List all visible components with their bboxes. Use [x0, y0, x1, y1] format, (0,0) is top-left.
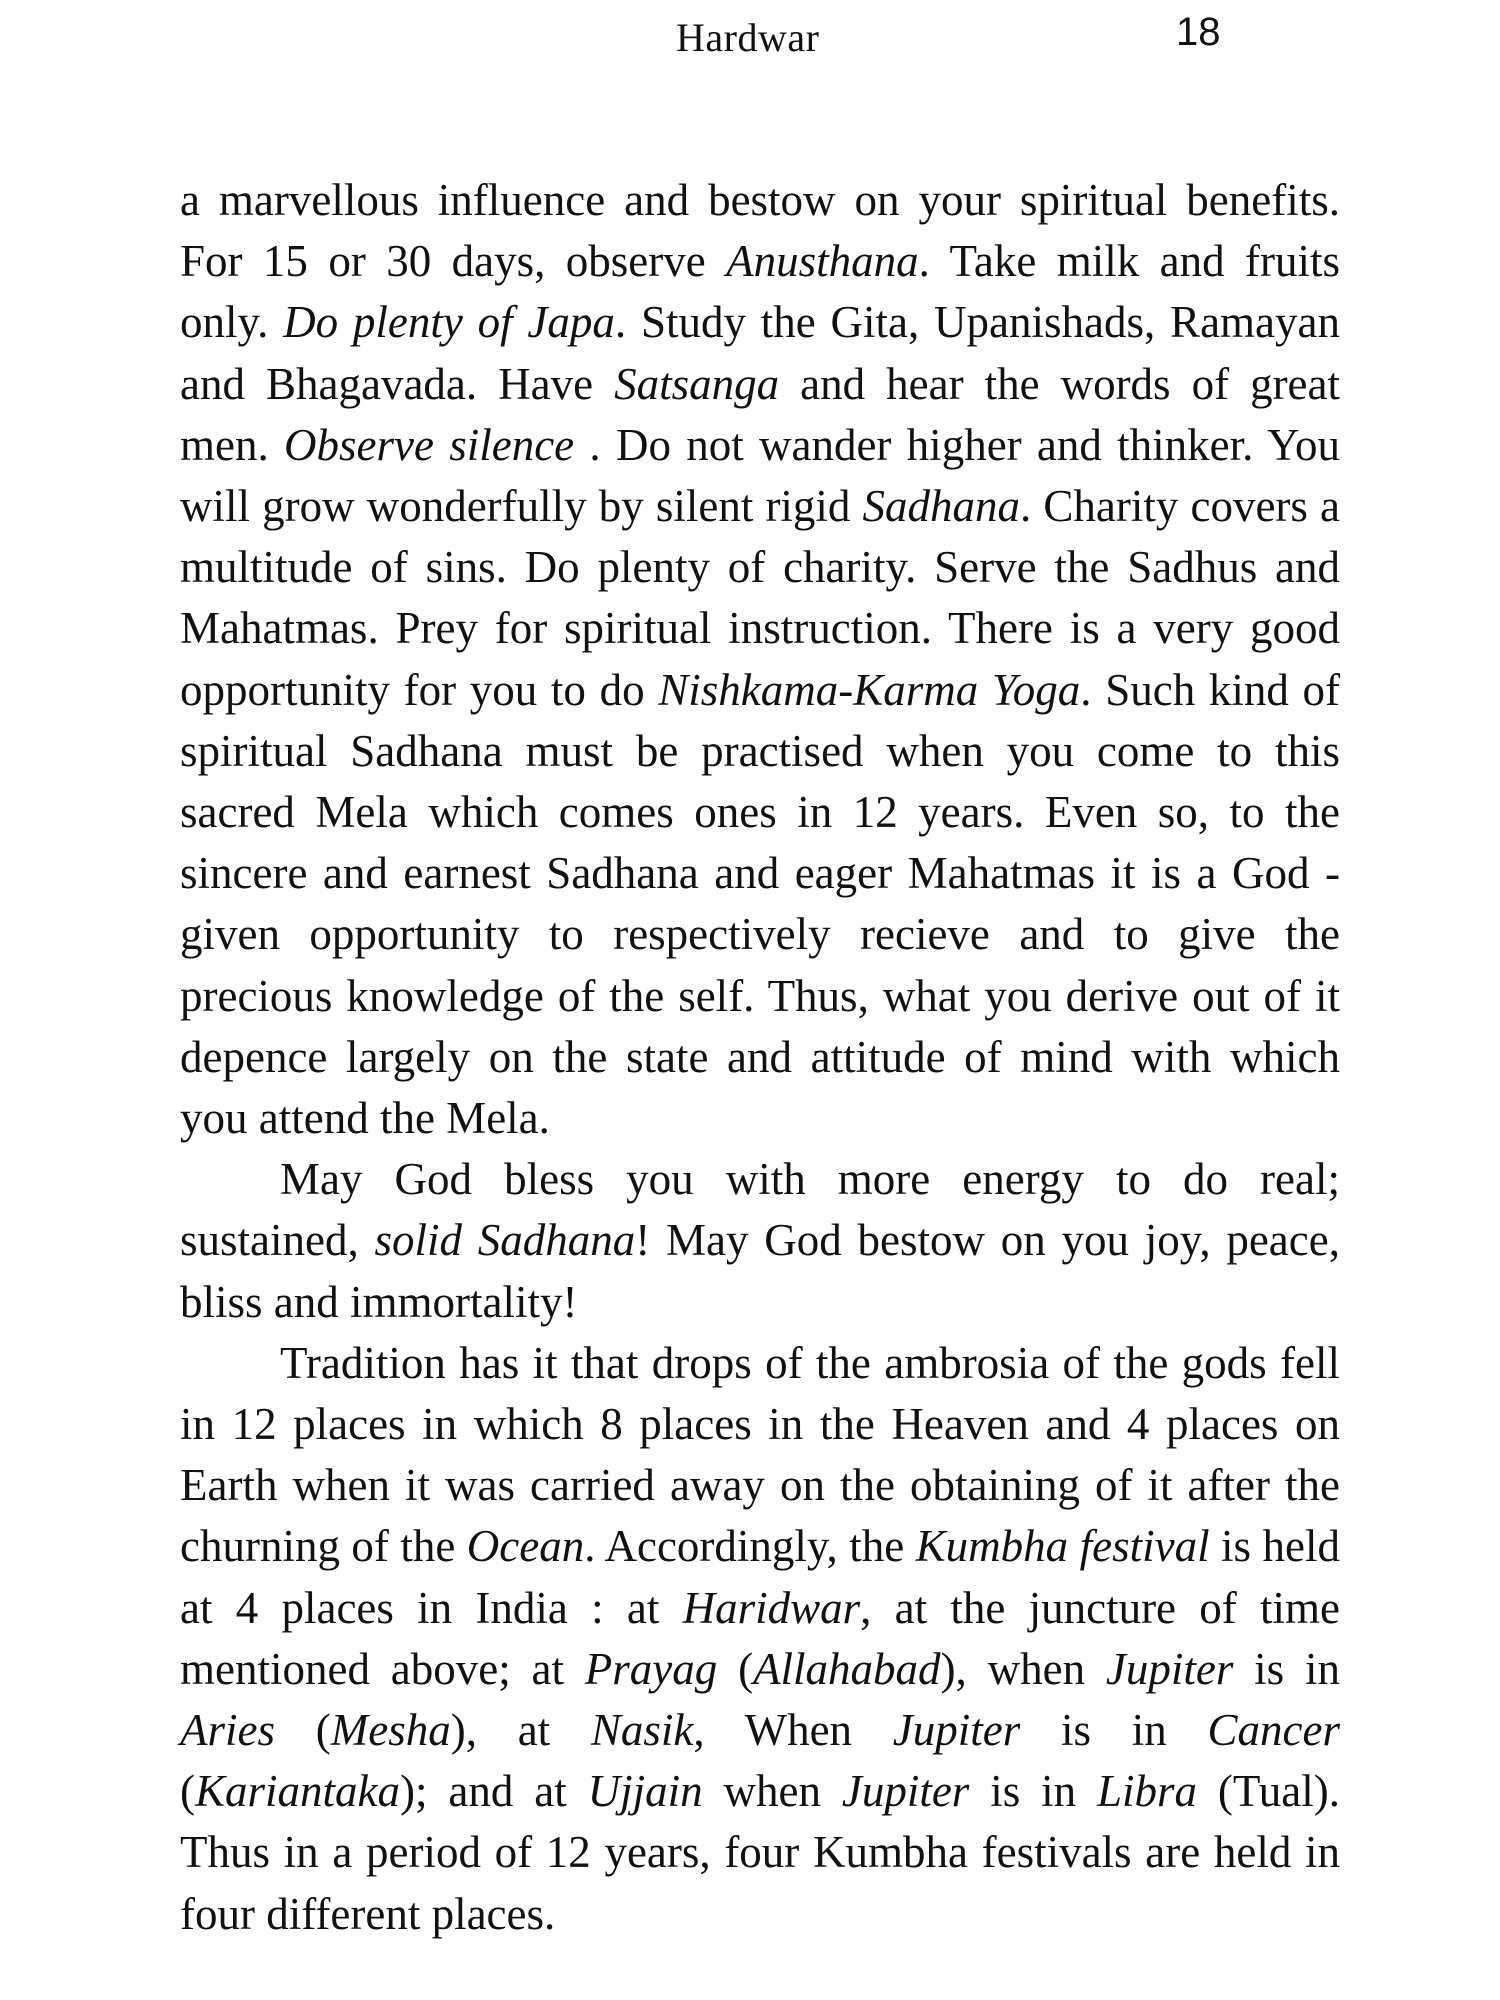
italic-term: Jupiter	[892, 1705, 1021, 1756]
italic-term: Cancer	[1207, 1705, 1340, 1756]
text-run: May God bless you with more energy to do real; sustained,	[180, 1154, 1340, 1266]
italic-term: Kumbha festival	[915, 1521, 1210, 1572]
page-number: 18	[1176, 10, 1221, 54]
text-run: (Tual). Thus in a period of 12 years, four Kumbha festivals are held in four different places.	[180, 1766, 1340, 1939]
italic-term: Sadhana	[862, 481, 1021, 532]
text-run: , When	[693, 1705, 893, 1756]
text-run: a marvellous influence and bestow on your spiritual benefits. For 15 or 30 days, observe	[180, 175, 1340, 287]
italic-term: Haridwar	[682, 1582, 861, 1633]
paragraph-1	[180, 170, 1340, 1149]
text-run: when	[702, 1766, 842, 1817]
italic-term: Aries	[180, 1705, 275, 1756]
italic-term: Jupiter	[1105, 1643, 1234, 1694]
text-run: Tradition has it that drops of the ambrosia of the gods fell in 12 places in which 8 places in the Heaven and 4 places on Earth when it was carried away on the obtaining of it after the churning of the	[180, 1337, 1340, 1572]
text-run: ), when	[940, 1643, 1106, 1694]
text-run: is held at 4 places in India : at	[180, 1521, 1341, 1633]
text-run: (	[717, 1643, 754, 1694]
body-text	[180, 170, 1340, 1945]
italic-term: Satsanga	[614, 358, 780, 409]
italic-term: Nasik	[590, 1705, 694, 1756]
text-run: . Do not wander higher and thinker. You will grow wonderfully by silent rigid	[180, 419, 1340, 532]
italic-term: Allahabad	[753, 1643, 941, 1694]
text-run: ), at	[450, 1705, 591, 1756]
text-run: . Take milk and fruits only.	[180, 236, 1340, 348]
text-run: , at the juncture of time mentioned above; at	[180, 1582, 1340, 1694]
text-run: . Such kind of spiritual Sadhana must be practised when you come to this sacred Mela which comes ones in 12 years. Even so, to the sincere and earnest Sadhana and eager Mahatmas it is a God -given opportunity to respectively recieve and to give the precious knowledge of the self. Thus, what you derive out of it depence largely on the state and attitude of mind with which you attend the Mela.	[180, 664, 1340, 1144]
text-run: and hear the words of great men.	[180, 358, 1341, 470]
paragraph-2	[180, 1149, 1340, 1333]
page-header	[0, 8, 1500, 68]
italic-term: Mesha	[330, 1705, 451, 1756]
text-run: (	[180, 1766, 195, 1817]
italic-term: Observe silence	[284, 419, 575, 470]
italic-term: Nishkama-Karma Yoga	[658, 664, 1081, 715]
italic-term: Ujjain	[587, 1766, 703, 1817]
text-run: . Study the Gita, Upanishads, Ramayan and Bhagavada. Have	[180, 297, 1340, 409]
paragraph-3	[180, 1333, 1340, 1945]
italic-term: Kariantaka	[195, 1766, 401, 1817]
text-run: ); and at	[400, 1766, 588, 1817]
text-run: ! May God bestow on you joy, peace, bliss and immortality!	[180, 1215, 1340, 1327]
italic-term: Jupiter	[841, 1766, 970, 1817]
italic-term: Anusthana	[726, 236, 919, 287]
italic-term: Do plenty of Japa	[283, 297, 615, 348]
italic-term: solid Sadhana	[374, 1215, 636, 1266]
text-run: is in	[1233, 1643, 1340, 1694]
text-run: . Accordingly, the	[584, 1521, 916, 1572]
text-run: . Charity covers a multitude of sins. Do plenty of charity. Serve the Sadhus and Mahatmas. Prey for spiritual instruction. There is a very good opportunity for you to do	[180, 481, 1340, 715]
italic-term: Ocean	[466, 1521, 585, 1572]
text-run: (	[275, 1705, 331, 1756]
text-run: is in	[969, 1766, 1097, 1817]
italic-term: Libra	[1096, 1766, 1198, 1817]
text-run: is in	[1020, 1705, 1208, 1756]
italic-term: Prayag	[584, 1643, 718, 1694]
running-title: Hardwar	[676, 15, 820, 60]
